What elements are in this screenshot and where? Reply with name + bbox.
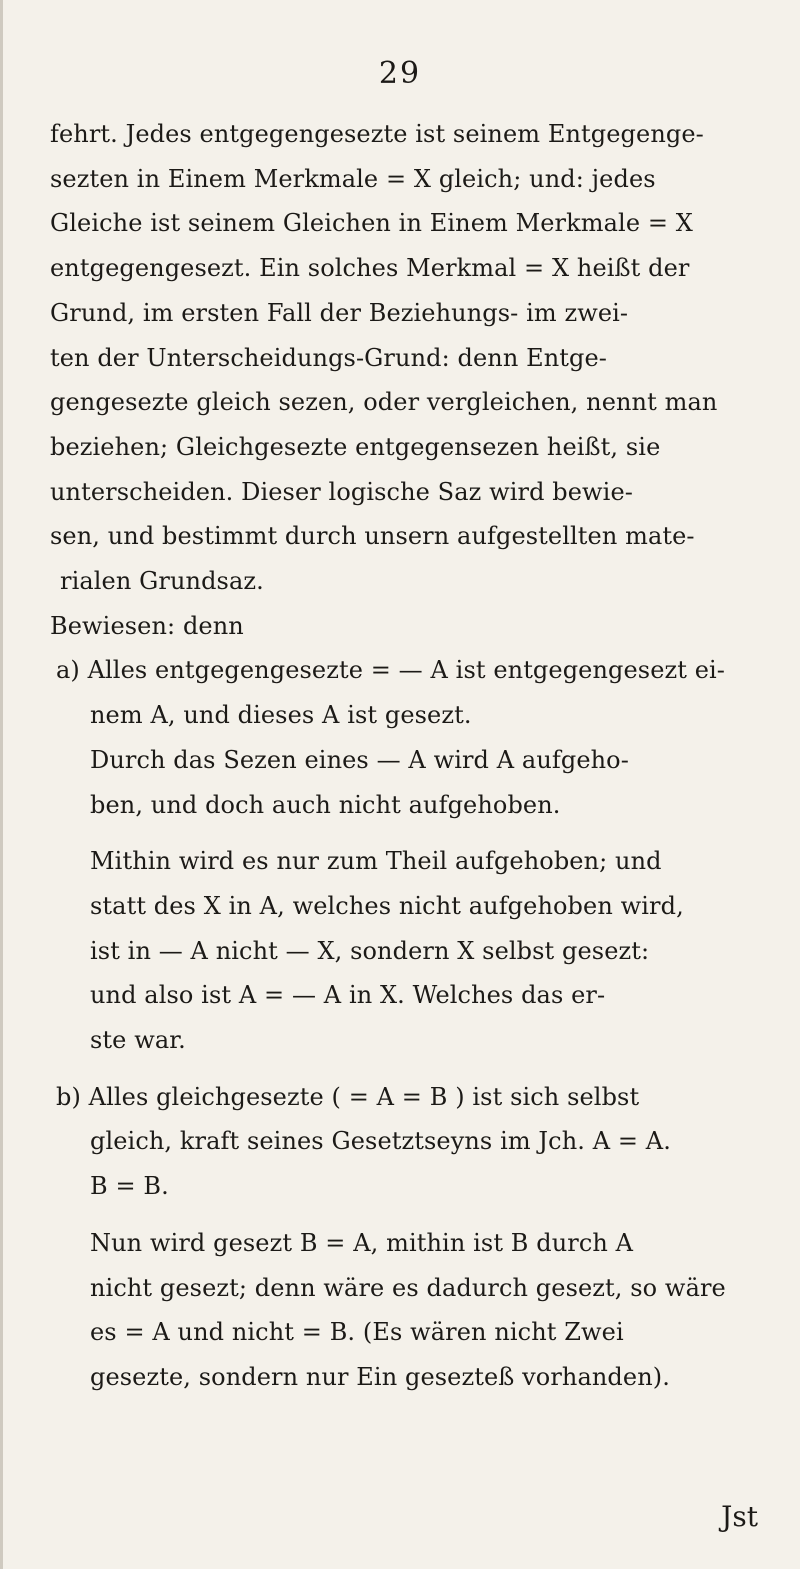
text-line: rialen Grundsaz.	[60, 567, 264, 596]
text-line: nicht gesezt; denn wäre es dadurch gesezt, so wäre	[90, 1273, 726, 1302]
page-number: 29	[378, 56, 422, 91]
text-line: gesezte, sondern nur Ein gesezteß vorhanden).	[90, 1362, 670, 1391]
text-line: Nun wird gesezt B = A, mithin ist B durch A	[90, 1228, 634, 1257]
text-line: es = A und nicht = B. (Es wären nicht Zwei	[90, 1318, 624, 1347]
text-line: Durch das Sezen eines — A wird A aufgeho-	[90, 745, 629, 774]
text-line: entgegengesezt. Ein solches Merkmal = X heißt der	[50, 254, 690, 283]
text-line: und also ist A = — A in X. Welches das er-	[90, 981, 606, 1010]
text-line: Mithin wird es nur zum Theil aufgehoben; und	[90, 847, 662, 876]
text-line: ben, und doch auch nicht aufgehoben.	[90, 790, 561, 819]
catchword: Jst	[721, 1500, 758, 1533]
text-line: ste war.	[90, 1026, 186, 1055]
text-line: beziehen; Gleichgesezte entgegensezen heißt, sie	[50, 432, 661, 461]
text-line: ten der Unterscheidungs-Grund: denn Entge-	[50, 343, 608, 372]
text-line: Grund, im ersten Fall der Beziehungs- im zwei-	[50, 298, 629, 327]
text-line: sezten in Einem Merkmale = X gleich; und: jedes	[50, 164, 656, 193]
text-line: Gleiche ist seinem Gleichen in Einem Merkmale = X	[50, 209, 693, 238]
text-line: nem A, und dieses A ist gesezt.	[90, 701, 472, 730]
text-line: unterscheiden. Dieser logische Saz wird bewie-	[50, 477, 633, 506]
page-edge	[0, 0, 3, 1569]
text-line: fehrt. Jedes entgegengesezte ist seinem Entgegenge-	[50, 120, 704, 148]
text-line: statt des X in A, welches nicht aufgehoben wird,	[90, 891, 684, 920]
text-line: sen, und bestimmt durch unsern aufgestellten mate-	[50, 522, 695, 551]
text-line: gleich, kraft seines Gesetztseyns im Jch. A = A.	[90, 1127, 671, 1156]
page-text	[50, 112, 775, 1400]
text-line: ist in — A nicht — X, sondern X selbst gesezt:	[90, 936, 650, 965]
text-line: B = B.	[90, 1172, 169, 1201]
text-line: a) Alles entgegengesezte = — A ist entgegengesezt ei-	[56, 656, 726, 685]
text-line: b) Alles gleichgesezte ( = A = B ) ist sich selbst	[56, 1082, 640, 1111]
text-line: Bewiesen: denn	[50, 611, 244, 640]
text-line: gengesezte gleich sezen, oder vergleichen, nennt man	[50, 388, 718, 417]
